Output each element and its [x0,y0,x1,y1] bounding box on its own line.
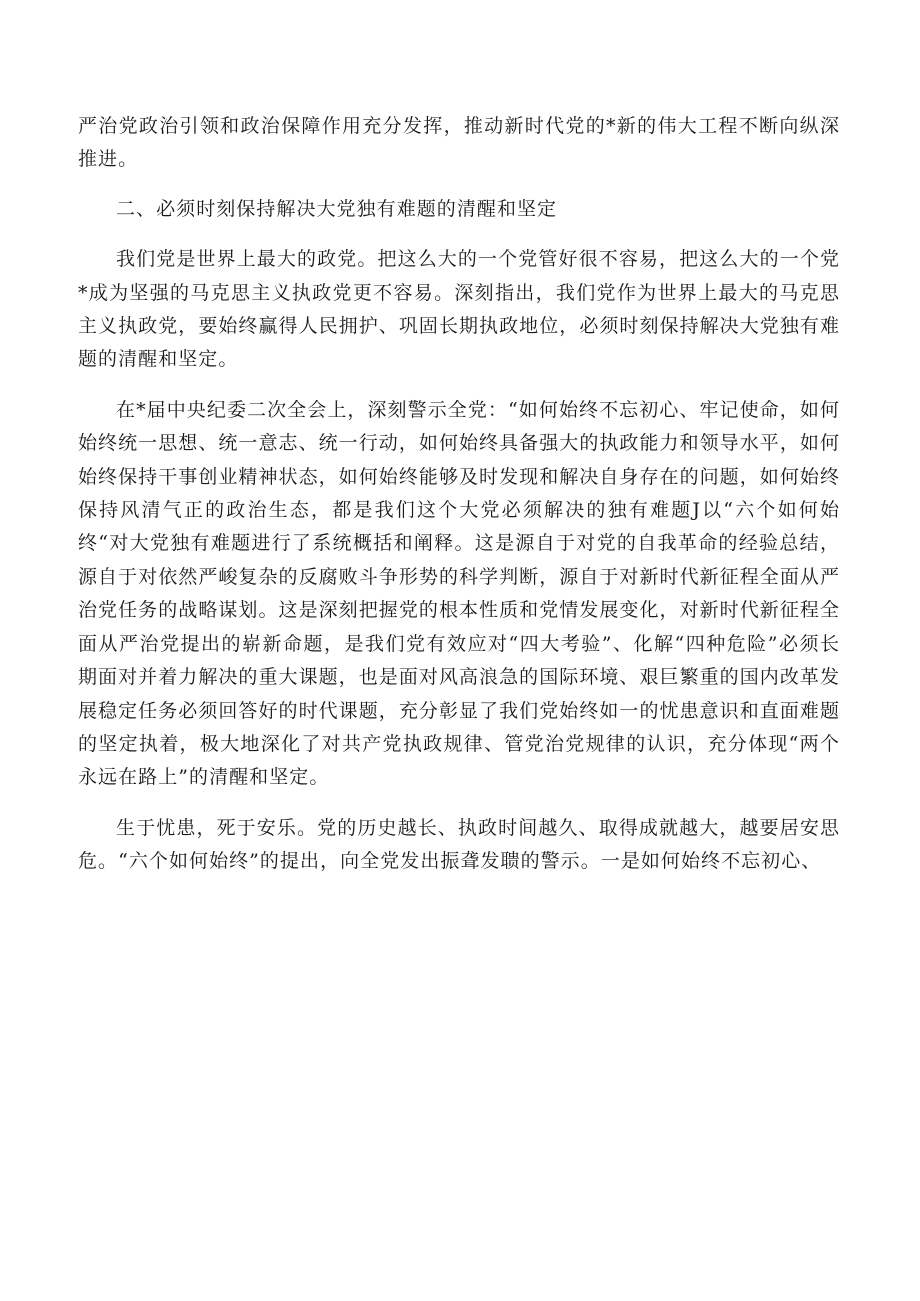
document-page [78,110,840,879]
paragraph-continuation: 严治党政治引领和政治保障作用充分发挥，推动新时代党的*新的伟大工程不断向纵深推进。 [78,115,840,171]
paragraph-adversity: 生于忧患，死于安乐。党的历史越长、执政时间越久、取得成就越大，越要居安思危。“六个如何始终”的提出，向全党发出振聋发聩的警示。一是如何始终不忘初心、 [78,816,840,873]
section-heading: 二、必须时刻保持解决大党独有难题的清醒和坚定 [116,197,558,220]
paragraph-largest-party: 我们党是世界上最大的政党。把这么大的一个党管好很不容易，把这么大的一个党*成为坚强的马克思主义执政党更不容易。深刻指出，我们党作为世界上最大的马克思主义执政党，要始终赢得人民拥护、巩固长期执政地位，必须时刻保持解决大党独有难题的清醒和坚定。 [78,248,840,371]
paragraph-six-hows: 在*届中央纪委二次全会上，深刻警示全党：“如何始终不忘初心、牢记使命，如何始终统一思想、统一意志、统一行动，如何始终具备强大的执政能力和领导水平，如何始终保持干事创业精神状态，如何始终能够及时发现和解决自身存在的问题，如何始终保持风清气正的政治生态，都是我们这个大党必须解决的独有难题J以“六个如何始终“对大党独有难题进行了系统概括和阐释。这是源自于对党的自我革命的经验总结，源自于对依然严峻复杂的反腐败斗争形势的科学判断，源自于对新时代新征程全面从严治党任务的战略谋划。这是深刻把握党的根本性质和党情发展变化，对新时代新征程全面从严治党提出的崭新命题，是我们党有效应对“四大考验”、化解“四种危险”必须长期面对并着力解决的重大课题，也是面对风高浪急的国际环境、艰巨繁重的国内改革发展稳定任务必须回答好的时代课题，充分彰显了我们党始终如一的忧患意识和直面难题的坚定执着，极大地深化了对共产党执政规律、管党治党规律的认识，充分体现“两个永远在路上”的清醒和坚定。 [78,398,840,789]
